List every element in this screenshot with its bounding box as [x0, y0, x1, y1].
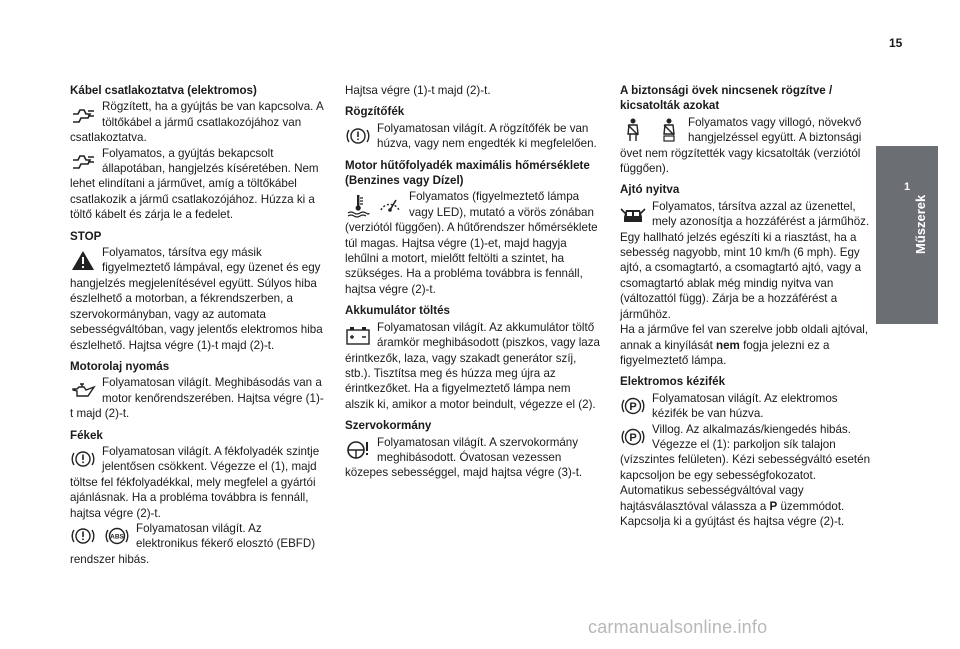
- section-title: Fékek: [70, 428, 103, 442]
- paragraph: Folyamatosan világít. Az akkumulátor töltő áramkör meghibásodott (piszkos, vagy laza érintkezők, laza, vagy szakadt generátor szíj, stb.). Tisztítsa meg és húzza meg újra az érintkezőket. Ha a figyelmeztető lámpa nem alszik ki, amikor a motor beindult, végezze el (2).: [345, 320, 600, 411]
- steering-wheel-warning-icon: [345, 437, 371, 463]
- brake-warning-icon: [345, 123, 371, 149]
- paragraph: Folyamatosan világít. A rögzítőfék be van húzva, vagy nem engedték ki megfelelően.: [377, 121, 597, 151]
- section-title: Kábel csatlakoztatva (elektromos): [70, 84, 257, 97]
- paragraph: Villog. Az alkalmazás/kiengedés hibás. Végezze el (1): parkoljon sík talajon (vízszintes felületen). Kézi sebességváltó esetén kapcsoljon be egy sebességfokozatot.: [620, 422, 871, 482]
- paragraph: Folyamatos, a gyújtás bekapcsolt állapotában, hangjelzés kíséretében. Nem lehet elindítani a járművet, amíg a töltőkábel csatlakozik a jármű csatlakozójához. Húzza ki a töltő kábelt és zárja le a fedelet.: [70, 146, 319, 222]
- brake-warning-icon: [70, 446, 96, 472]
- section-title: Rögzítőfék: [345, 105, 405, 119]
- chapter-tab[interactable]: [876, 146, 938, 324]
- svg-text:ABS: ABS: [110, 533, 124, 541]
- paragraph: Folyamatos vagy villogó, növekvő hangjelzéssel együtt. A biztonsági övet nem rögzítették vagy kicsatolták (verziótól függően).: [620, 115, 862, 176]
- svg-text:P: P: [629, 432, 637, 445]
- temperature-gauge-icon: [377, 192, 403, 218]
- intro: [345, 83, 601, 98]
- coolant-temperature-icon: [345, 192, 371, 218]
- rear-seatbelt-icon: [656, 117, 682, 143]
- section-brakes: [70, 428, 326, 568]
- section-title: Ajtó nyitva: [620, 183, 680, 197]
- section-seat-belts: [620, 83, 876, 176]
- parking-brake-p-icon: [620, 424, 646, 450]
- section-power-steering: [345, 418, 601, 481]
- abs-icon: [104, 523, 130, 549]
- paragraph: Ha a járműve fel van szerelve jobb oldali ajtóval, annak a kinyílását nem fogja jelezni ez a figyelmeztető lámpa.: [620, 323, 869, 367]
- paragraph: Folyamatos (figyelmeztető lámpa vagy LED), mutató a vörös zónában (verziótól függően). A hűtőrendszer hőmérséklete túl magas. Hajtsa végre (1)-et, majd hagyja lehűlni a motort, mielőtt feltölti a szintet, ha szükséges. Ha a probléma továbbra is fennáll, hajtsa végre (2)-t.: [345, 190, 598, 296]
- chapter-number: 1: [903, 181, 911, 193]
- column-1: [70, 83, 326, 573]
- watermark[interactable]: carmanualsonline.info: [588, 617, 768, 637]
- paragraph: Folyamatosan világít. Az elektromos kézifék be van húzva.: [652, 391, 838, 421]
- brake-warning-icon: [70, 523, 96, 549]
- page-number: 15: [889, 36, 903, 50]
- section-door-open: [620, 182, 876, 368]
- section-title: STOP: [70, 229, 102, 243]
- chapter-label: Műszerek: [913, 194, 928, 254]
- car-door-open-icon: [620, 201, 646, 227]
- section-stop: [70, 229, 326, 353]
- section-cable: [70, 83, 326, 223]
- oil-can-icon: [70, 378, 96, 404]
- paragraph: Folyamatosan világít. A fékfolyadék szintje jelentősen csökkent. Végezze el (1), majd töltse fel fékfolyadékkal, mely megfelel a gyártói ajánlásnak. Ha a probléma továbbra is fennáll, hajtsa végre (2)-t.: [70, 444, 320, 520]
- seatbelt-icon: [620, 117, 646, 143]
- battery-icon: [345, 322, 371, 348]
- charging-plug-icon: [70, 148, 96, 174]
- section-parking-brake: [345, 104, 601, 151]
- section-title: Motorolaj nyomás: [70, 359, 170, 373]
- section-battery: [345, 303, 601, 412]
- section-oil: [70, 359, 326, 422]
- paragraph: Hajtsa végre (1)-t majd (2)-t.: [345, 84, 491, 97]
- paragraph: Folyamatosan világít. Az elektronikus fékerő elosztó (EBFD) rendszer hibás.: [70, 521, 316, 566]
- column-3: [620, 83, 876, 535]
- paragraph: Automatikus sebességváltóval vagy hajtásválasztóval válassza a P üzemmódot. Kapcsolja ki a gyújtást és hajtsa végre (2)-t.: [620, 484, 845, 528]
- section-coolant: [345, 158, 601, 298]
- paragraph: Rögzített, ha a gyújtás be van kapcsolva. A töltőkábel a jármű csatlakozójához van csatlakoztatva.: [70, 100, 324, 145]
- section-title: Elektromos kézifék: [620, 375, 726, 389]
- charging-plug-icon: [70, 102, 96, 128]
- parking-brake-p-icon: [620, 393, 646, 419]
- paragraph: Folyamatosan világít. A szervokormány meghibásodott. Óvatosan vezessen közepes sebességgel, majd hajtsa végre (3)-t.: [345, 435, 583, 480]
- paragraph: Folyamatosan világít. Meghibásodás van a motor kenőrendszerében. Hajtsa végre (1)-t majd (2)-t.: [70, 376, 324, 421]
- paragraph: Folyamatos, társítva azzal az üzenettel, mely azonosítja a hozzáférést a járműhöz. Egy hallható jelzés egészíti ki a riasztást, ha a sebesség nagyobb, mint 10 km/h (6 mph). Egy ajtó, a csomagtartó, a csomagtartó ajtó, vagy a csomagtartó ablak még mindig nyitva van (változattól függ). Zárja be a hozzáférést a járműhöz.: [620, 199, 870, 321]
- section-title: Szervokormány: [345, 419, 432, 433]
- section-title: Motor hűtőfolyadék maximális hőmérséklete (Benzines vagy Dízel): [345, 158, 590, 188]
- warning-triangle-icon: [70, 248, 96, 274]
- paragraph: Folyamatos, társítva egy másik figyelmeztető lámpával, egy üzenet és egy hangjelzés megjelenítésével együtt. Súlyos hiba észlelhető a motorban, a fékrendszerben, a szervokormányban, vagy az automata sebességváltóban, vagy jelentős elektromos hiba észlelhető. Hajtsa végre (1)-t majd (2)-t.: [70, 246, 323, 352]
- section-electric-parking-brake: [620, 374, 876, 529]
- column-2: [345, 83, 601, 487]
- svg-text:P: P: [629, 401, 637, 414]
- section-title: Akkumulátor töltés: [345, 304, 451, 318]
- section-title: A biztonsági övek nincsenek rögzítve / kicsatolták azokat: [620, 84, 833, 113]
